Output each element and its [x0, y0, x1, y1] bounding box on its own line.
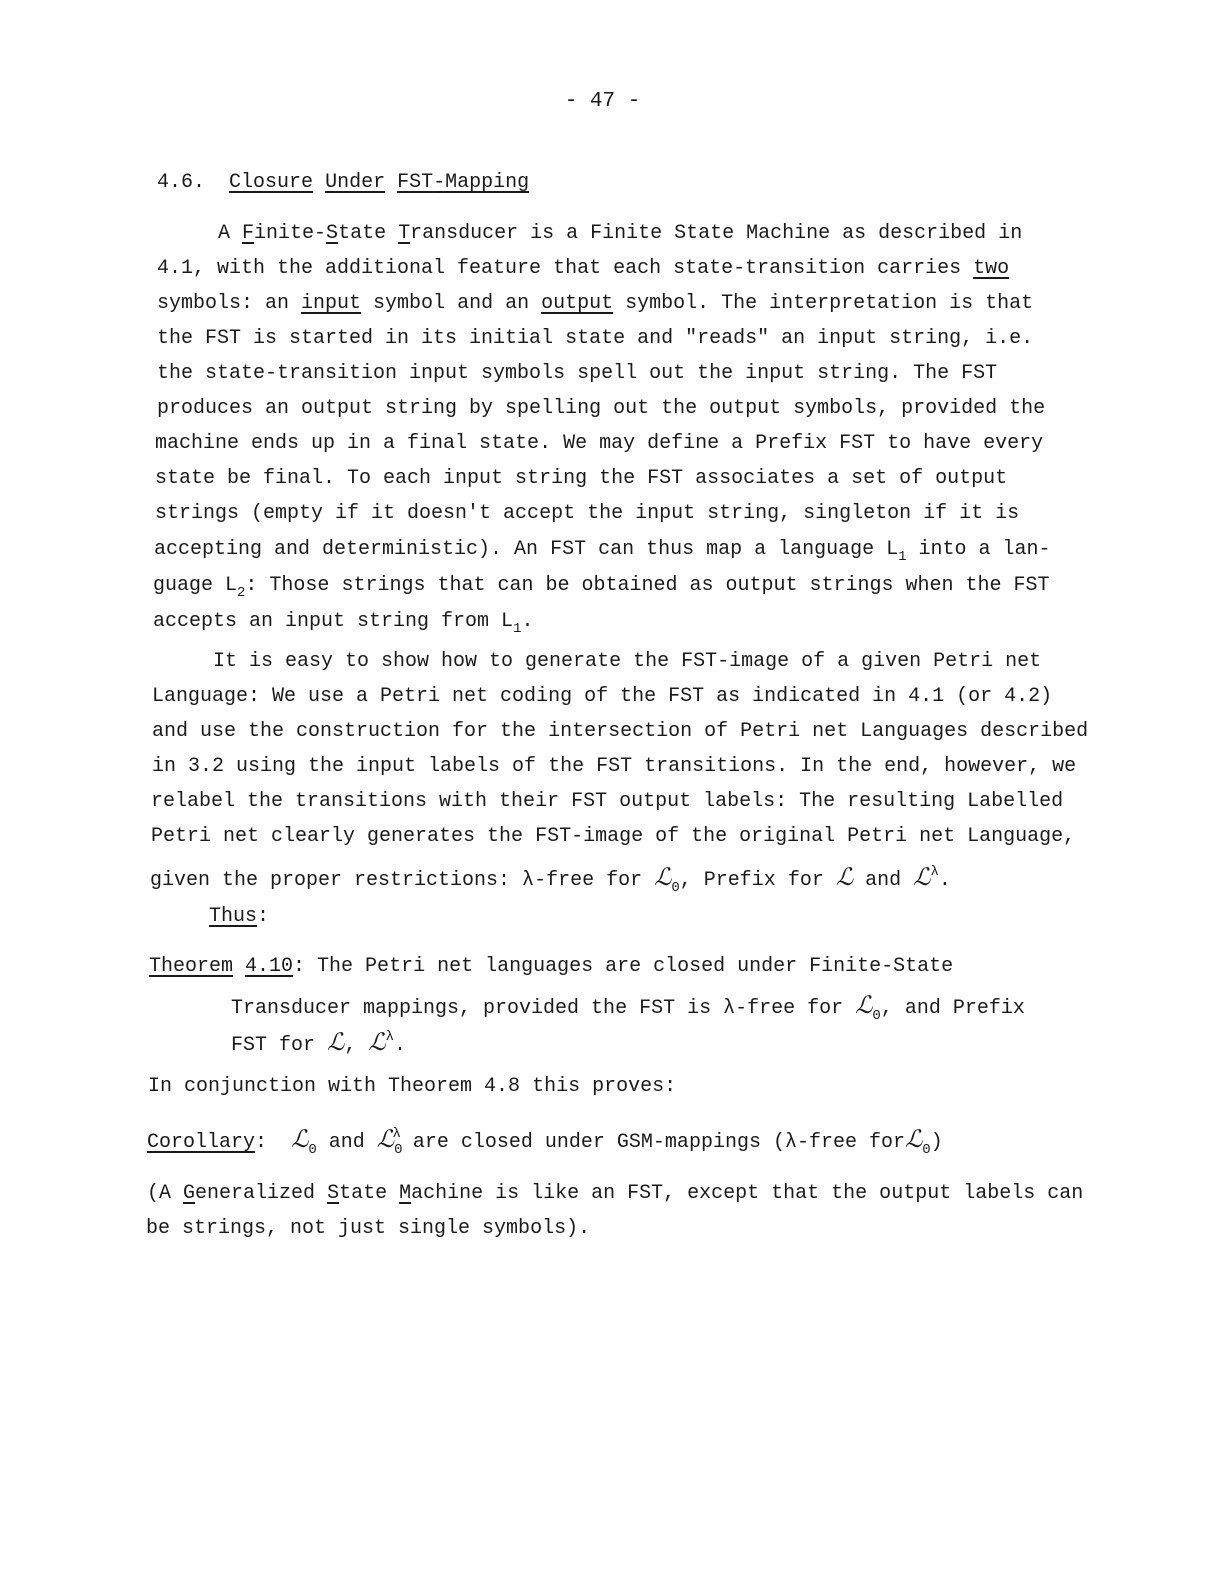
corollary-line: Corollary: ℒ$_0$ and ℒ$_0^\lambda$ are closed under GSM-mappings (λ-free forℒ$_0$) — [147, 1125, 943, 1158]
corollary-label: Corollary — [147, 1131, 256, 1154]
theorem-number: 4.10 — [245, 955, 294, 978]
paragraph-line: It is easy to show how to generate the FST-image of a given Petri net — [213, 650, 1042, 673]
theorem-line: Transducer mappings, provided the FST is λ-free for ℒ$_0$, and Prefix — [231, 991, 1025, 1024]
paragraph-line: guage $L_2$: Those strings that can be obtained as output strings when the FST — [153, 574, 1050, 601]
script-L-symbol: ℒ — [913, 863, 931, 891]
script-L-symbol: ℒ — [855, 991, 873, 1019]
script-L-symbol: ℒ — [835, 863, 854, 891]
paragraph-line: and use the construction for the intersection of Petri net Languages described — [152, 720, 1089, 743]
paragraph-line: the state-transition input symbols spell out the input string. The FST — [157, 362, 998, 385]
section-title-word: Closure — [229, 171, 314, 194]
page-number: - 47 - — [564, 90, 641, 113]
paragraph-line: given the proper restrictions: λ-free for ℒ$_0$, Prefix for ℒ and ℒ$^\lambda$. — [150, 863, 951, 896]
paragraph-line: be strings, not just single symbols). — [146, 1217, 591, 1240]
paragraph-line: state be final. To each input string the FST associates a set of output — [155, 467, 1008, 490]
thus-label: Thus: — [209, 905, 270, 928]
script-L-symbol: ℒ — [904, 1125, 923, 1153]
paragraph-line: In conjunction with Theorem 4.8 this proves: — [148, 1075, 677, 1098]
script-L-symbol: ℒ — [368, 1028, 386, 1056]
paragraph-line: Language: We use a Petri net coding of the FST as indicated in 4.1 (or 4.2) — [152, 685, 1053, 708]
script-L-symbol: ℒ — [376, 1125, 395, 1153]
paragraph-line: 4.1, with the additional feature that each state-transition carries two — [157, 257, 1010, 280]
script-L-symbol: ℒ — [291, 1125, 309, 1153]
theorem-label: Theorem — [149, 955, 234, 978]
paragraph-line: Petri net clearly generates the FST-image of the original Petri net Language, — [151, 825, 1076, 848]
theorem-line: Theorem 4.10: The Petri net languages are closed under Finite-State — [149, 955, 954, 978]
section-title-word: FST — [397, 171, 434, 194]
paragraph-line: in 3.2 using the input labels of the FST transitions. In the end, however, we — [152, 755, 1077, 778]
paragraph-line: accepting and deterministic). An FST can thus map a language $L_1$ into a lan- — [154, 538, 1051, 565]
paragraph-line: machine ends up in a final state. We may define a Prefix FST to have every — [155, 432, 1044, 455]
section-heading — [157, 171, 529, 195]
script-L-symbol: ℒ — [654, 863, 672, 891]
section-title-word: -Mapping — [433, 171, 530, 194]
paragraph-line: produces an output string by spelling out the output symbols, provided the — [157, 397, 1046, 420]
paragraph-line: strings (empty if it doesn't accept the input string, singleton if it is — [155, 502, 1020, 525]
paragraph-line: accepts an input string from $L_1$. — [153, 610, 534, 637]
paragraph-line: (A Generalized State Machine is like an FST, except that the output labels can — [147, 1182, 1084, 1205]
paragraph-line: the FST is started in its initial state and "reads" an input string, i.e. — [157, 327, 1034, 350]
paragraph-line: A Finite-State Transducer is a Finite State Machine as described in — [218, 222, 1023, 245]
section-number: 4.6. — [157, 171, 206, 194]
section-title-word: Under — [325, 171, 386, 194]
paragraph-line: relabel the transitions with their FST output labels: The resulting Labelled — [151, 790, 1064, 813]
paragraph-line: symbols: an input symbol and an output symbol. The interpretation is that — [157, 292, 1034, 315]
script-L-symbol: ℒ — [327, 1028, 345, 1056]
theorem-line: FST for ℒ, ℒ$^\lambda$. — [231, 1028, 407, 1057]
